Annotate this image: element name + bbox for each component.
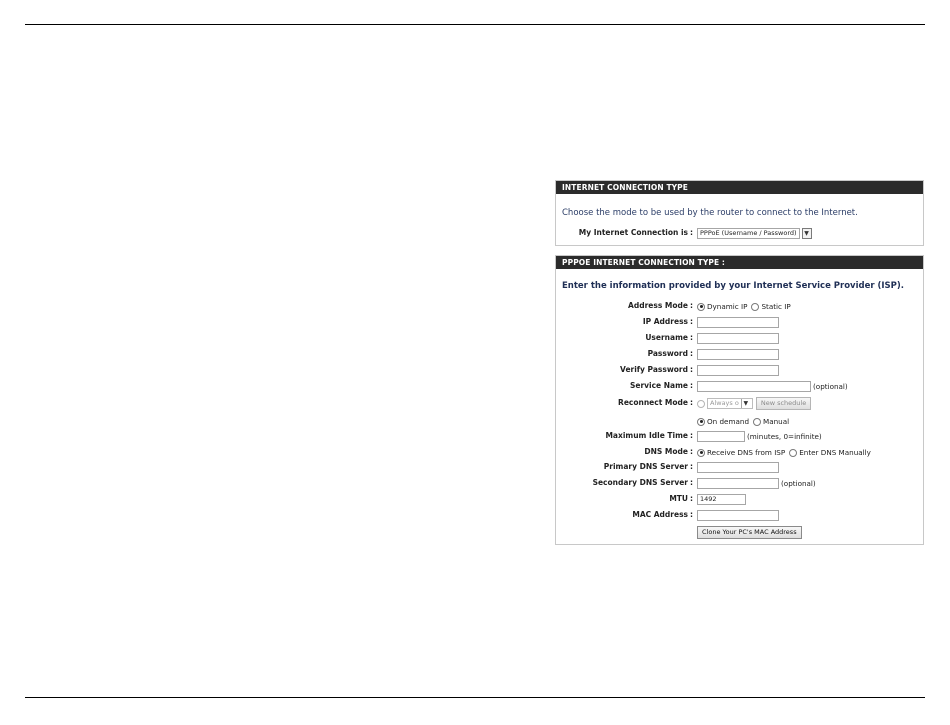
colon: :	[690, 462, 693, 471]
primary-dns-input[interactable]	[697, 462, 779, 473]
schedule-select[interactable]	[707, 398, 753, 409]
pppoe-panel	[555, 255, 924, 545]
colon: :	[690, 431, 693, 440]
receive-dns-label: Receive DNS from ISP	[707, 448, 786, 457]
colon: :	[690, 398, 693, 407]
mtu-input[interactable]: 1492	[697, 494, 746, 505]
verify-password-label: Verify Password	[620, 365, 688, 374]
colon: :	[690, 494, 693, 503]
connection-type-row	[556, 227, 923, 240]
chevron-down-icon[interactable]: ▼	[802, 228, 812, 239]
service-name-label: Service Name	[629, 381, 688, 390]
max-idle-time-note: (minutes, 0=infinite)	[747, 432, 822, 441]
max-idle-time-control	[697, 430, 822, 443]
colon: :	[690, 365, 693, 374]
dynamic-ip-label: Dynamic IP	[707, 302, 748, 311]
password-control	[697, 348, 779, 361]
verify-password-input[interactable]	[697, 365, 779, 376]
mac-address-label: MAC Address	[632, 510, 688, 519]
password-label: Password	[647, 349, 688, 358]
address-mode-label: Address Mode	[628, 301, 688, 310]
static-ip-radio[interactable]	[751, 303, 759, 311]
password-input[interactable]	[697, 349, 779, 360]
username-label: Username	[645, 333, 688, 342]
manual-dns-label: Enter DNS Manually	[799, 448, 871, 457]
clone-mac-row	[556, 526, 923, 539]
username-input[interactable]	[697, 333, 779, 344]
service-name-note: (optional)	[813, 382, 848, 391]
max-idle-time-label: Maximum Idle Time	[605, 431, 688, 440]
username-control	[697, 332, 779, 345]
secondary-dns-control	[697, 477, 816, 490]
colon: :	[690, 333, 693, 342]
password-row	[556, 348, 923, 361]
ip-address-control	[697, 316, 779, 329]
mac-address-control	[697, 509, 779, 522]
reconnect-mode-row	[556, 397, 923, 410]
manual-label: Manual	[763, 417, 790, 426]
service-name-row	[556, 380, 923, 393]
service-name-control	[697, 380, 848, 393]
ip-address-row	[556, 316, 923, 329]
static-ip-label: Static IP	[761, 302, 791, 311]
chevron-down-icon: ▼	[741, 399, 750, 408]
reconnect-mode-options-row	[556, 415, 923, 428]
colon: :	[690, 317, 693, 326]
colon: :	[690, 478, 693, 487]
secondary-dns-row	[556, 477, 923, 490]
username-row	[556, 332, 923, 345]
verify-password-row	[556, 364, 923, 377]
reconnect-mode-options	[697, 415, 793, 428]
secondary-dns-label: Secondary DNS Server	[592, 478, 688, 487]
panel-intro: Choose the mode to be used by the router to connect to the Internet.	[562, 208, 858, 218]
panel-intro: Enter the information provided by your Internet Service Provider (ISP).	[562, 281, 905, 291]
verify-password-control	[697, 364, 779, 377]
max-idle-time-row	[556, 430, 923, 443]
ip-address-input[interactable]	[697, 317, 779, 328]
secondary-dns-input[interactable]	[697, 478, 779, 489]
connection-type-control	[697, 227, 812, 240]
max-idle-time-input[interactable]	[697, 431, 745, 442]
schedule-value: Always o	[710, 399, 739, 407]
manual-radio[interactable]	[753, 418, 761, 426]
connection-type-select[interactable]	[697, 228, 800, 239]
manual-dns-radio[interactable]	[789, 449, 797, 457]
mac-address-row	[556, 509, 923, 522]
mtu-row	[556, 493, 923, 506]
top-divider	[25, 24, 925, 25]
colon: :	[690, 228, 693, 237]
ip-address-label: IP Address	[642, 317, 688, 326]
dynamic-ip-radio[interactable]	[697, 303, 705, 311]
always-on-radio[interactable]	[697, 400, 705, 408]
reconnect-mode-label: Reconnect Mode	[618, 398, 688, 407]
receive-dns-radio[interactable]	[697, 449, 705, 457]
colon: :	[690, 349, 693, 358]
service-name-input[interactable]	[697, 381, 811, 392]
clone-mac-control	[697, 526, 802, 539]
secondary-dns-note: (optional)	[781, 479, 816, 488]
connection-type-label: My Internet Connection is	[578, 228, 688, 237]
colon: :	[690, 510, 693, 519]
internet-connection-type-panel	[555, 180, 924, 246]
new-schedule-button[interactable]: New schedule	[756, 397, 811, 410]
colon: :	[690, 381, 693, 390]
dns-mode-control	[697, 446, 875, 459]
dns-mode-row	[556, 446, 923, 459]
clone-mac-button[interactable]: Clone Your PC's MAC Address	[697, 526, 802, 539]
mac-address-input[interactable]	[697, 510, 779, 521]
mtu-control	[697, 493, 746, 506]
connection-type-value: PPPoE (Username / Password)	[700, 229, 797, 237]
address-mode-row	[556, 300, 923, 313]
colon: :	[690, 447, 693, 456]
address-mode-control	[697, 300, 795, 313]
panel-header: INTERNET CONNECTION TYPE	[556, 181, 923, 194]
mtu-label: MTU	[669, 494, 688, 503]
reconnect-mode-control	[697, 397, 811, 410]
panel-header: PPPOE INTERNET CONNECTION TYPE :	[556, 256, 923, 269]
primary-dns-row	[556, 461, 923, 474]
on-demand-label: On demand	[707, 417, 750, 426]
primary-dns-label: Primary DNS Server	[603, 462, 688, 471]
primary-dns-control	[697, 461, 779, 474]
bottom-divider	[25, 697, 925, 698]
colon: :	[690, 301, 693, 310]
on-demand-radio[interactable]	[697, 418, 705, 426]
dns-mode-label: DNS Mode	[644, 447, 688, 456]
